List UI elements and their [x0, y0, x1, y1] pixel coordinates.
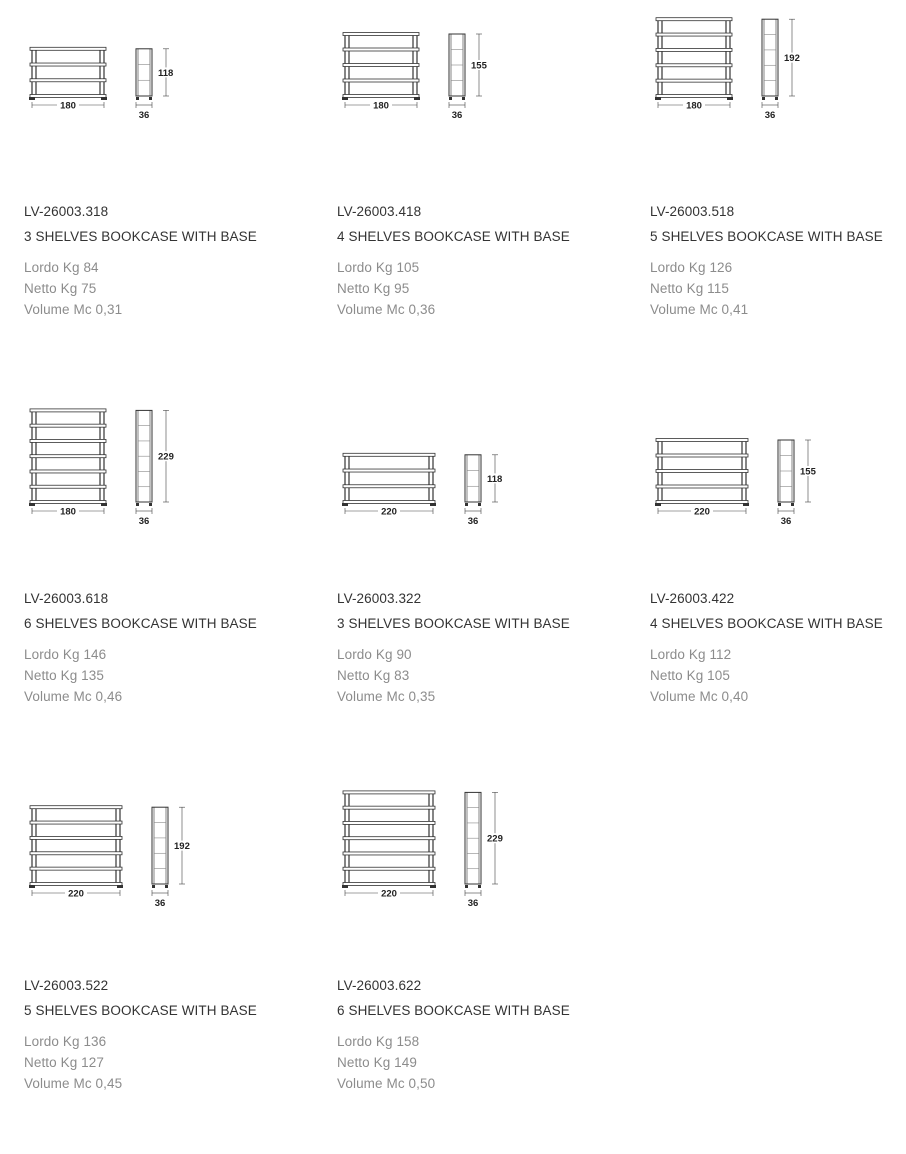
depth-dimension-label: 36: [764, 110, 776, 121]
front-view-drawing: [29, 806, 123, 900]
product-title: 3 SHELVES BOOKCASE WITH BASE: [24, 229, 257, 244]
spec-volume: Volume Mc 0,35: [337, 689, 436, 704]
spec-netto: Netto Kg 83: [337, 668, 410, 683]
spec-volume: Volume Mc 0,41: [650, 302, 749, 317]
depth-dimension-label: 36: [138, 110, 150, 121]
side-view-drawing: [778, 440, 819, 527]
spec-lordo: Lordo Kg 146: [24, 647, 107, 662]
spec-volume: Volume Mc 0,36: [337, 302, 436, 317]
product-specs: [24, 257, 122, 320]
width-dimension-label: 180: [60, 100, 76, 112]
product-title: 6 SHELVES BOOKCASE WITH BASE: [24, 616, 257, 631]
product-code: LV-26003.518: [650, 204, 735, 219]
product-code: LV-26003.322: [337, 591, 422, 606]
side-view-drawing: [449, 34, 490, 121]
spec-lordo: Lordo Kg 126: [650, 260, 733, 275]
product-title: 3 SHELVES BOOKCASE WITH BASE: [337, 616, 570, 631]
product-code: LV-26003.622: [337, 978, 422, 993]
height-dimension-label: 229: [158, 451, 174, 463]
product-code: LV-26003.418: [337, 204, 422, 219]
spec-volume: Volume Mc 0,31: [24, 302, 123, 317]
height-dimension-label: 155: [471, 60, 487, 72]
height-dimension-label: 118: [158, 67, 174, 79]
spec-lordo: Lordo Kg 158: [337, 1034, 420, 1049]
product-card: [337, 387, 627, 767]
width-dimension-label: 180: [60, 506, 76, 518]
spec-netto: Netto Kg 127: [24, 1055, 105, 1070]
product-card: [337, 774, 627, 1154]
product-specs: [337, 1031, 435, 1094]
spec-netto: Netto Kg 105: [650, 668, 731, 683]
product-specs: [337, 257, 435, 320]
product-code: LV-26003.618: [24, 591, 109, 606]
bookcase-drawing: [650, 0, 906, 140]
spec-volume: Volume Mc 0,40: [650, 689, 749, 704]
width-dimension-label: 220: [381, 888, 397, 900]
bookcase-drawing: [24, 774, 314, 914]
bookcase-drawing: [337, 774, 627, 914]
product-card: [337, 0, 627, 380]
product-code: LV-26003.318: [24, 204, 109, 219]
spec-volume: Volume Mc 0,45: [24, 1076, 123, 1091]
product-card: [24, 774, 314, 1154]
product-specs: [24, 644, 122, 707]
product-title: 6 SHELVES BOOKCASE WITH BASE: [337, 1003, 570, 1018]
front-view-drawing: [342, 791, 436, 900]
bookcase-drawing: [24, 0, 314, 140]
depth-dimension-label: 36: [138, 516, 150, 527]
height-dimension-label: 192: [174, 841, 190, 853]
side-view-drawing: [152, 807, 193, 909]
depth-dimension-label: 36: [467, 898, 479, 909]
front-view-drawing: [29, 409, 107, 518]
height-dimension-label: 229: [487, 833, 503, 845]
side-view-drawing: [762, 19, 803, 121]
product-code: LV-26003.522: [24, 978, 109, 993]
spec-lordo: Lordo Kg 84: [24, 260, 99, 275]
product-specs: [650, 257, 748, 320]
product-card: [650, 387, 906, 767]
product-title: 5 SHELVES BOOKCASE WITH BASE: [24, 1003, 257, 1018]
bookcase-drawing: [337, 387, 627, 527]
spec-netto: Netto Kg 75: [24, 281, 97, 296]
bookcase-drawing: [24, 387, 314, 527]
height-dimension-label: 192: [784, 53, 800, 65]
depth-dimension-label: 36: [467, 516, 479, 527]
spec-lordo: Lordo Kg 105: [337, 260, 420, 275]
side-view-drawing: [136, 410, 177, 527]
bookcase-drawing: [337, 0, 627, 140]
depth-dimension-label: 36: [780, 516, 792, 527]
spec-lordo: Lordo Kg 136: [24, 1034, 107, 1049]
spec-lordo: Lordo Kg 90: [337, 647, 412, 662]
height-dimension-label: 118: [487, 473, 503, 485]
product-code: LV-26003.422: [650, 591, 735, 606]
width-dimension-label: 220: [694, 506, 710, 518]
product-title: 4 SHELVES BOOKCASE WITH BASE: [650, 616, 883, 631]
front-view-drawing: [655, 439, 749, 518]
spec-netto: Netto Kg 149: [337, 1055, 418, 1070]
width-dimension-label: 220: [68, 888, 84, 900]
front-view-drawing: [655, 18, 733, 112]
spec-netto: Netto Kg 95: [337, 281, 410, 296]
product-card: [24, 387, 314, 767]
spec-volume: Volume Mc 0,50: [337, 1076, 436, 1091]
depth-dimension-label: 36: [451, 110, 463, 121]
side-view-drawing: [136, 49, 177, 121]
bookcase-drawing: [650, 387, 906, 527]
product-specs: [24, 1031, 122, 1094]
height-dimension-label: 155: [800, 466, 816, 478]
product-card: [650, 0, 906, 380]
front-view-drawing: [342, 33, 420, 112]
width-dimension-label: 180: [373, 100, 389, 112]
spec-netto: Netto Kg 115: [650, 281, 730, 296]
front-view-drawing: [342, 453, 436, 517]
product-specs: [650, 644, 748, 707]
product-title: 5 SHELVES BOOKCASE WITH BASE: [650, 229, 883, 244]
front-view-drawing: [29, 47, 107, 111]
spec-volume: Volume Mc 0,46: [24, 689, 123, 704]
depth-dimension-label: 36: [154, 898, 166, 909]
product-specs: [337, 644, 435, 707]
side-view-drawing: [465, 792, 506, 909]
width-dimension-label: 180: [686, 100, 702, 112]
side-view-drawing: [465, 455, 506, 527]
spec-netto: Netto Kg 135: [24, 668, 105, 683]
product-card: [24, 0, 314, 380]
spec-lordo: Lordo Kg 112: [650, 647, 732, 662]
width-dimension-label: 220: [381, 506, 397, 518]
product-title: 4 SHELVES BOOKCASE WITH BASE: [337, 229, 570, 244]
